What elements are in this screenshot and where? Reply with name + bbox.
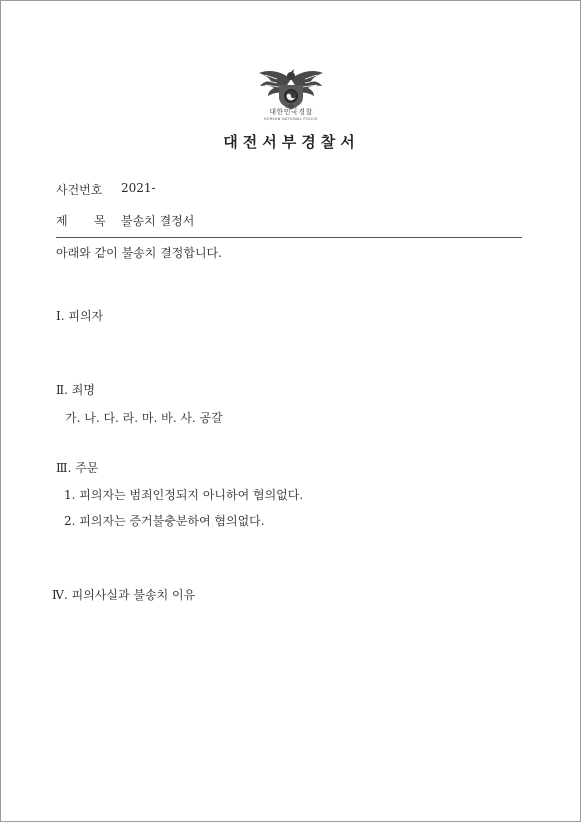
case-number-value: 2021- bbox=[121, 181, 156, 195]
subject-label-first: 제 bbox=[56, 214, 68, 228]
charge-item: 가. 나. 다. 라. 마. 바. 사. 공갈 bbox=[65, 411, 223, 425]
case-number-label: 사건번호 bbox=[56, 183, 103, 197]
emblem-label-english: KOREAN NATIONAL POLICE bbox=[264, 117, 318, 121]
page-title: 대전서부경찰서 bbox=[223, 133, 360, 151]
subject-label-second: 목 bbox=[94, 214, 106, 228]
section-heading-charge: Ⅱ. 죄명 bbox=[56, 383, 95, 397]
header-divider bbox=[56, 237, 522, 238]
intro-statement: 아래와 같이 불송치 결정합니다. bbox=[56, 246, 222, 260]
order-item-2: 2. 피의자는 증거불충분하여 혐의없다. bbox=[64, 514, 265, 528]
section-heading-order: Ⅲ. 주문 bbox=[56, 461, 99, 475]
section-heading-suspect: Ⅰ. 피의자 bbox=[56, 309, 104, 323]
subject-value: 불송치 결정서 bbox=[121, 214, 195, 228]
emblem-label-korean: 대한민국경찰 bbox=[269, 108, 313, 116]
section-heading-reason: Ⅳ. 피의사실과 불송치 이유 bbox=[52, 588, 196, 602]
order-item-1: 1. 피의자는 범죄인정되지 아니하여 혐의없다. bbox=[64, 488, 304, 502]
